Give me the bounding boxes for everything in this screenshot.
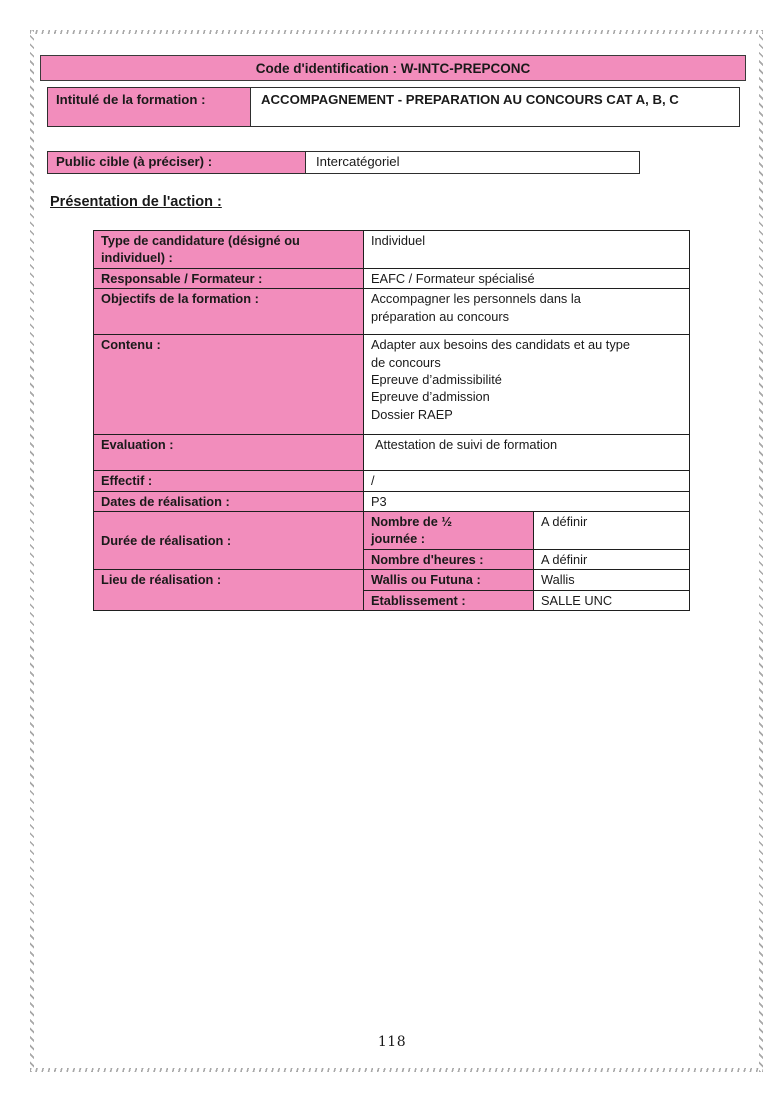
row-label: Evaluation : xyxy=(94,435,364,471)
value-line: Epreuve d’admission xyxy=(371,389,490,405)
row-value: P3 xyxy=(364,491,690,511)
table-row-dates xyxy=(94,491,690,511)
table-row-evaluation xyxy=(94,435,690,471)
table-row-duree-1 xyxy=(94,511,690,549)
row-label: Objectifs de la formation : xyxy=(94,289,364,335)
value-line: Epreuve d’admissibilité xyxy=(371,371,502,387)
table-row-responsable xyxy=(94,268,690,288)
border-left xyxy=(30,30,34,1072)
formation-title-row xyxy=(47,87,740,127)
row-value: Individuel xyxy=(364,231,690,269)
subrow-value: Wallis xyxy=(534,570,690,590)
label-line: journée : xyxy=(371,531,426,547)
value-line: Adapter aux besoins des candidats et au type xyxy=(371,337,630,353)
formation-title-label: Intitulé de la formation : xyxy=(48,88,251,126)
label-line: Nombre de ½ xyxy=(371,513,453,529)
subrow-label: Etablissement : xyxy=(364,590,534,610)
formation-title-value: ACCOMPAGNEMENT - PREPARATION AU CONCOURS CAT A, B, C xyxy=(261,92,679,107)
row-label: Dates de réalisation : xyxy=(94,491,364,511)
row-label: Type de candidature (désigné ou individuel) : xyxy=(94,231,364,269)
table-row-lieu-1 xyxy=(94,570,690,590)
row-value: / xyxy=(364,471,690,491)
subrow-label: Nombre d'heures : xyxy=(364,549,534,569)
subrow-value: A définir xyxy=(534,549,690,569)
value-line: préparation au concours xyxy=(371,308,510,324)
row-value xyxy=(364,335,690,435)
code-identification-text: Code d'identification : W-INTC-PREPCONC xyxy=(255,60,531,76)
table-row-candidature xyxy=(94,231,690,269)
value-line: Dossier RAEP xyxy=(371,406,453,422)
subrow-value: SALLE UNC xyxy=(534,590,690,610)
public-cible-row xyxy=(47,151,640,174)
formation-table xyxy=(93,230,690,611)
row-label: Contenu : xyxy=(94,335,364,435)
table-row-objectifs xyxy=(94,289,690,335)
row-label: Effectif : xyxy=(94,471,364,491)
row-label: Durée de réalisation : xyxy=(94,511,364,569)
subrow-label: Wallis ou Futuna : xyxy=(364,570,534,590)
row-value: EAFC / Formateur spécialisé xyxy=(364,268,690,288)
value-line: Accompagner les personnels dans la xyxy=(371,291,581,307)
public-cible-value: Intercatégoriel xyxy=(316,154,400,169)
row-value xyxy=(364,289,690,335)
row-value: Attestation de suivi de formation xyxy=(364,435,690,471)
border-top xyxy=(30,30,763,34)
row-label: Lieu de réalisation : xyxy=(94,570,364,611)
public-cible-label: Public cible (à préciser) : xyxy=(48,152,306,173)
value-line: de concours xyxy=(371,354,441,370)
code-identification-bar xyxy=(40,55,746,81)
presentation-heading: Présentation de l'action : xyxy=(50,194,222,210)
subrow-label xyxy=(364,511,534,549)
border-right xyxy=(759,30,763,1072)
row-label: Responsable / Formateur : xyxy=(94,268,364,288)
page-number: 118 xyxy=(377,1034,407,1050)
table-row-effectif xyxy=(94,471,690,491)
table-row-contenu xyxy=(94,335,690,435)
border-bottom xyxy=(30,1068,763,1072)
subrow-value: A définir xyxy=(534,511,690,549)
